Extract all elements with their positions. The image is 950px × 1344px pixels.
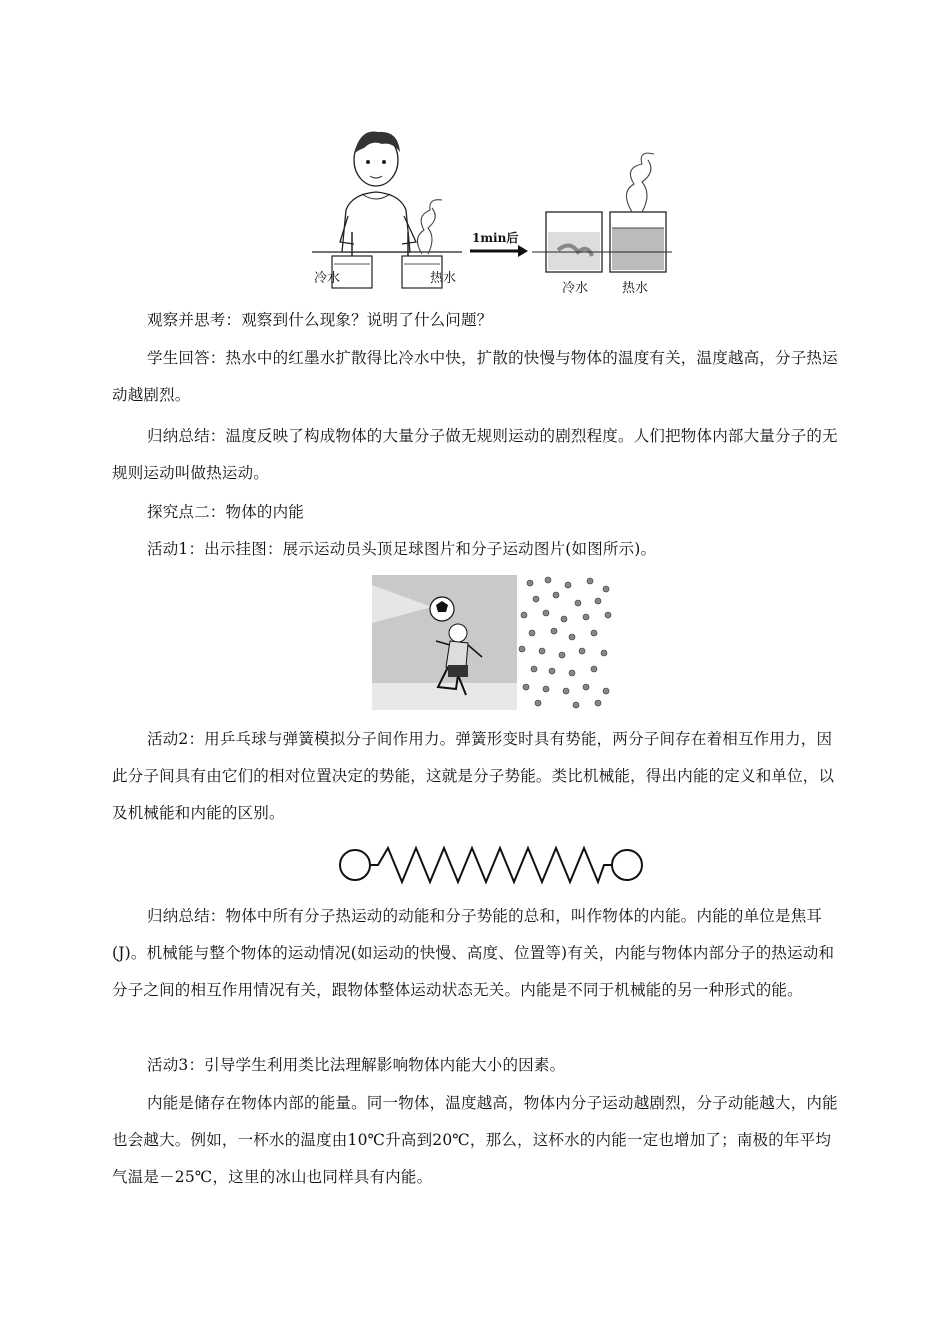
paragraph-activity-3: 活动3：引导学生利用类比法理解影响物体内能大小的因素。 <box>147 1056 566 1074</box>
hot-water-label-left: 热水 <box>430 271 457 286</box>
paragraph-summary-internal-energy: 归纳总结：物体中所有分子热运动的动能和分子势能的总和，叫作物体的内能。内能的单位是焦耳(J)。机械能与整个物体的运动情况(如运动的快慢、高度、位置等)有关，内能与物体内部分子的热运动和分子之间的相互作用情况有关，跟物体整体运动状态无关。内能是不同于机械能的另一种形式的能。 <box>112 907 835 999</box>
spring-model-figure <box>338 840 644 890</box>
soccer-molecules-figure <box>372 575 614 710</box>
cold-water-label-left: 冷水 <box>314 271 341 286</box>
spring-model-illustration <box>338 840 644 890</box>
arrow-label: 1min后 <box>472 231 519 245</box>
paragraph-observe: 观察并思考：观察到什么现象？说明了什么问题？ <box>147 311 493 329</box>
paragraph-student-answer: 学生回答：热水中的红墨水扩散得比冷水中快，扩散的快慢与物体的温度有关，温度越高，分子热运动越剧烈。 <box>112 349 838 404</box>
diffusion-illustration <box>312 120 672 300</box>
diffusion-figure <box>312 120 672 300</box>
soccer-molecules-illustration <box>372 575 614 710</box>
paragraph-activity-1: 活动1：出示挂图：展示运动员头顶足球图片和分子运动图片(如图所示)。 <box>147 540 657 558</box>
paragraph-activity-2: 活动2：用乒乓球与弹簧模拟分子间作用力。弹簧形变时具有势能，两分子间存在着相互作用力，因此分子间具有由它们的相对位置决定的势能，这就是分子势能。类比机械能，得出内能的定义和单位，以及机械能和内能的区别。 <box>112 730 835 822</box>
paragraph-internal-energy-factors: 内能是储存在物体内部的能量。同一物体，温度越高，物体内分子运动越剧烈，分子动能越大，内能也会越大。例如，一杯水的温度由10℃升高到20℃，那么，这杯水的内能一定也增加了；南极的年平均气温是－25℃，这里的冰山也同样具有内能。 <box>112 1094 838 1186</box>
paragraph-summary-temperature: 归纳总结：温度反映了构成物体的大量分子做无规则运动的剧烈程度。人们把物体内部大量分子的无规则运动叫做热运动。 <box>112 427 838 482</box>
paragraph-section-heading: 探究点二：物体的内能 <box>147 503 305 521</box>
cold-water-label-right: 冷水 <box>562 281 589 296</box>
molecule-dots <box>519 577 611 708</box>
hot-water-label-right: 热水 <box>622 281 649 296</box>
